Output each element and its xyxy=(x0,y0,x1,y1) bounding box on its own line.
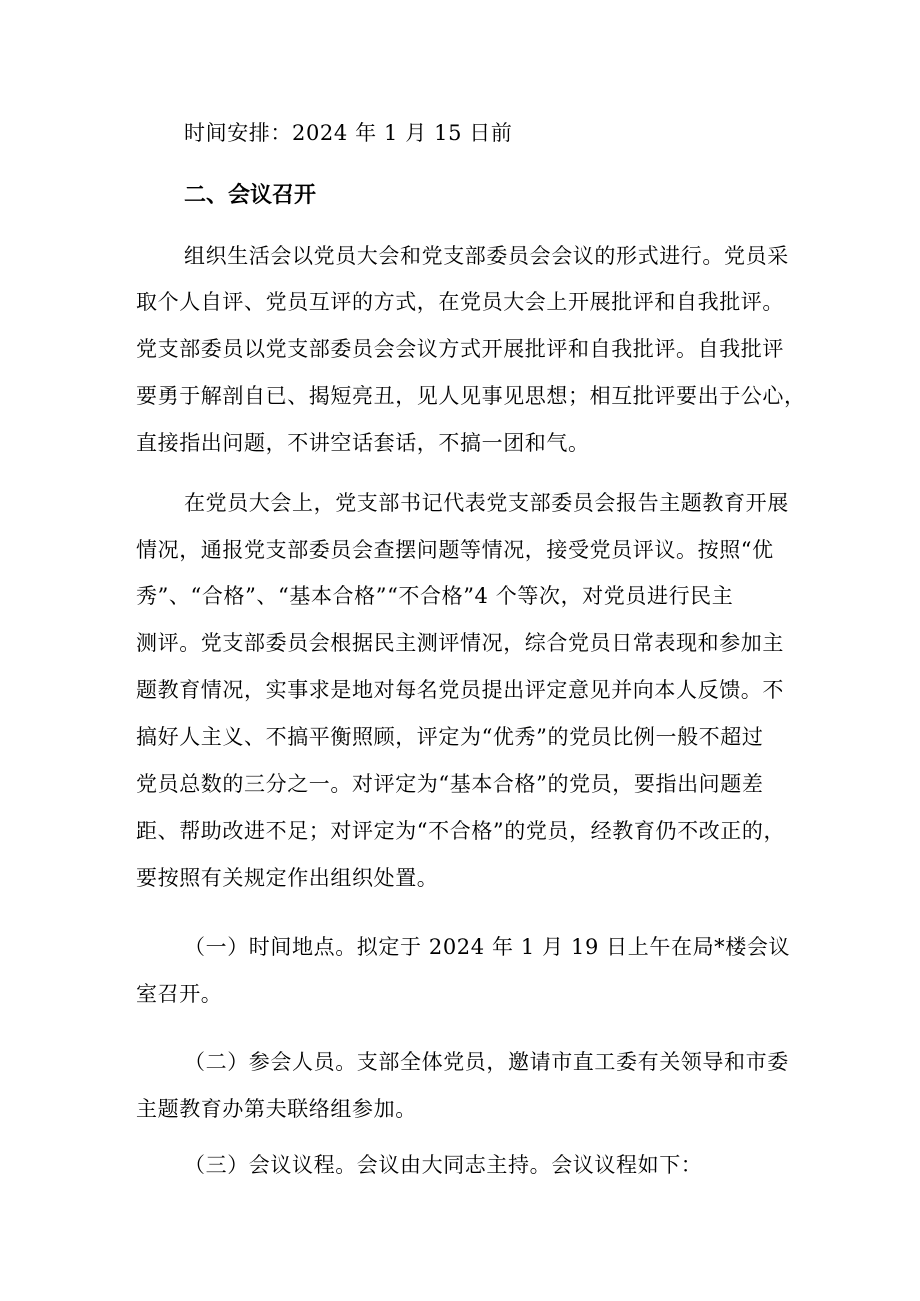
paragraph-3-line-2: 室召开。 xyxy=(136,982,223,1006)
paragraph-1-line-2: 取个人自评、党员互评的方式，在党员大会上开展批评和自我批评。 xyxy=(136,290,784,314)
paragraph-2-line-4: 测评。党支部委员会根据民主测评情况，综合党员日常表现和参加主 xyxy=(136,631,784,655)
paragraph-1-line-5: 直接指出问题，不讲空话套话，不搞一团和气。 xyxy=(136,431,590,455)
paragraph-2-line-5: 题教育情况，实事求是地对每名党员提出评定意见并向本人反馈。不 xyxy=(136,678,784,702)
schedule-line: 时间安排：2024 年 1 月 15 日前 xyxy=(184,121,513,145)
paragraph-2-line-8: 距、帮助改进不足；对评定为“不合格”的党员，经教育仍不改正的， xyxy=(136,819,786,843)
paragraph-1-line-4: 要勇于解剖自已、揭短亮丑，见人见事见思想；相互批评要出于公心， xyxy=(136,384,806,408)
paragraph-4-line-2: 主题教育办第夫联络组参加。 xyxy=(136,1097,417,1121)
paragraph-2-line-1: 在党员大会上，党支部书记代表党支部委员会报告主题教育开展 xyxy=(184,491,789,515)
paragraph-2-line-6: 搞好人主义、不搞平衡照顾，评定为“优秀”的党员比例一般不超过 xyxy=(136,725,764,749)
paragraph-1-line-3: 党支部委员以党支部委员会会议方式开展批评和自我批评。自我批评 xyxy=(136,337,784,361)
paragraph-1-line-1: 组织生活会以党员大会和党支部委员会会议的形式进行。党员采 xyxy=(184,244,789,268)
paragraph-2-line-3: 秀”、“合格”、“基本合格”“不合格”4 个等次，对党员进行民主 xyxy=(136,584,734,608)
paragraph-5-line-1: （三）会议议程。会议由大同志主持。会议议程如下： xyxy=(184,1153,703,1177)
paragraph-2-line-7: 党员总数的三分之一。对评定为“基本合格”的党员，要指出问题差 xyxy=(136,772,764,796)
paragraph-2-line-9: 要按照有关规定作出组织处置。 xyxy=(136,866,439,890)
section-heading: 二、会议召开 xyxy=(184,183,317,208)
paragraph-3-line-1: （一）时间地点。拟定于 2024 年 1 月 19 日上午在局*楼会议 xyxy=(184,935,791,959)
paragraph-2-line-2: 情况，通报党支部委员会查摆问题等情况，接受党员评议。按照“优 xyxy=(136,538,774,562)
paragraph-4-line-1: （二）参会人员。支部全体党员，邀请市直工委有关领导和市委 xyxy=(184,1050,789,1074)
